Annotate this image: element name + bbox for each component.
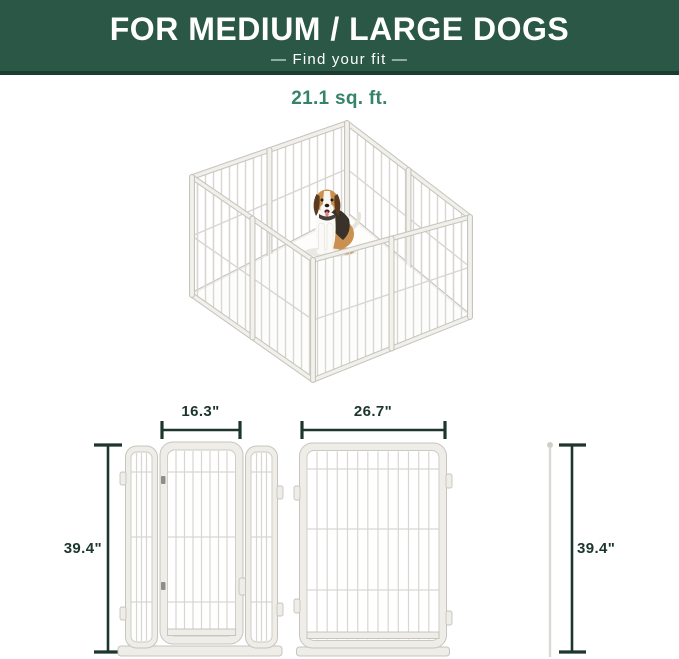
playpen-3d-illustration [180, 115, 495, 405]
header-banner [0, 0, 679, 75]
dimension-label-door-height: 39.4" [63, 540, 102, 557]
header-title: FOR MEDIUM / LARGE DOGS [109, 11, 570, 47]
dimension-label-door-width: 16.3" [181, 403, 220, 420]
door-section-drawing [94, 421, 283, 656]
wide-panel-drawing [294, 421, 452, 656]
dimension-label-rod-height: 39.4" [577, 540, 616, 557]
area-size-label: 21.1 sq. ft. [291, 88, 388, 109]
header-subtitle: — Find your fit — [270, 51, 409, 68]
dimension-label-panel-width: 26.7" [353, 403, 393, 420]
dimension-diagram [0, 400, 679, 659]
